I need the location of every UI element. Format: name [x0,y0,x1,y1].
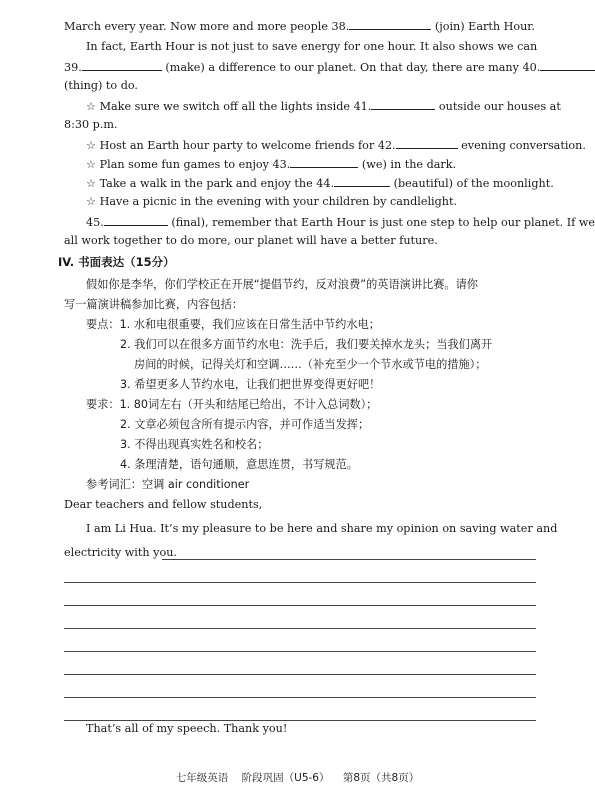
cloze-text: ☆ Take a walk in the park and enjoy the 44. [86,177,335,190]
cloze-line-11 [86,215,595,230]
cloze-text: 39. [64,61,82,74]
footer-page-number: 第8页（共8页） [342,772,420,784]
cloze-text: (final), remember that Earth Hour is just one step to help our planet. If we [167,216,595,229]
footer-stage: 阶段巩固（U5-6） [241,772,330,784]
answer-line[interactable] [64,605,536,606]
answer-blank-41[interactable] [371,99,435,110]
writing-requirement-3: 3. 不得出现真实姓名和校名； [120,438,269,451]
cloze-text: 45. [86,216,104,229]
cloze-text: outside our houses at [435,100,561,113]
cloze-text: ☆ Make sure we switch off all the lights inside 41. [86,100,372,113]
cloze-line-8 [86,157,456,172]
answer-blank-39[interactable] [82,60,162,71]
writing-requirement-4: 4. 条理清楚，语句通顺，意思连贯，书写规范。 [120,458,358,471]
cloze-line-7 [86,138,586,153]
cloze-text: ☆ Have a picnic in the evening with your children by candlelight. [86,195,458,208]
cloze-line-1 [64,19,535,34]
cloze-line-9 [86,176,554,191]
speech-opening-cont: electricity with you. [64,546,177,559]
answer-line[interactable] [64,651,536,652]
page-footer [0,770,595,785]
cloze-text: 8:30 p.m. [64,118,118,131]
answer-blank-38[interactable] [349,19,431,30]
cloze-text: (beautiful) of the moonlight. [390,177,554,190]
answer-line[interactable] [64,628,536,629]
answer-blank-44[interactable] [334,176,390,187]
writing-requirement-2: 2. 文章必须包含所有提示内容，并可作适当发挥； [120,418,370,431]
cloze-line-4 [64,79,138,93]
writing-requirement-1: 要求：1. 80词左右（开头和结尾已给出，不计入总词数）； [86,398,378,411]
answer-line[interactable] [64,697,536,698]
cloze-text: In fact, Earth Hour is not just to save energy for one hour. It also shows we can [86,40,538,53]
answer-blank-45[interactable] [104,215,168,226]
footer-subject: 七年级英语 [175,772,229,784]
writing-point-1: 要点：1. 水和电很重要，我们应该在日常生活中节约水电； [86,318,380,331]
speech-closing: That’s all of my speech. Thank you! [86,722,288,735]
cloze-line-10 [86,195,457,209]
cloze-line-2 [86,40,537,54]
cloze-text: (make) a difference to our planet. On that day, there are many 40. [161,61,541,74]
writing-vocab: 参考词汇：空调 air conditioner [86,478,250,491]
cloze-text: (we) in the dark. [358,158,457,171]
writing-point-2-cont: 房间的时候，记得关灯和空调……（补充至少一个节水或节电的措施）； [134,358,487,371]
cloze-text: (thing) to do. [64,79,138,92]
cloze-line-12 [64,234,438,248]
writing-intro: 假如你是李华，你们学校正在开展“提倡节约，反对浪费”的英语演讲比赛。请你 [86,278,478,291]
cloze-text: March every year. Now more and more people 38. [64,20,350,33]
cloze-line-6 [64,118,118,132]
cloze-text: (join) Earth Hour. [431,20,535,33]
speech-opening: I am Li Hua. It’s my pleasure to be here and share my opinion on saving water and [86,522,558,535]
answer-line[interactable] [64,582,536,583]
answer-line[interactable] [162,559,536,560]
section-heading: IV. 书面表达（15分） [58,255,175,269]
cloze-text: ☆ Host an Earth hour party to welcome friends for 42. [86,139,396,152]
cloze-line-5 [86,99,561,114]
speech-salutation: Dear teachers and fellow students, [64,498,263,511]
answer-blank-40[interactable] [540,60,595,71]
answer-line[interactable] [64,674,536,675]
answer-blank-43[interactable] [290,157,358,168]
writing-point-2: 2. 我们可以在很多方面节约水电：洗手后，我们要关掉水龙头；当我们离开 [120,338,493,351]
cloze-line-3 [64,60,595,75]
answer-blank-42[interactable] [396,138,458,149]
cloze-text: all work together to do more, our planet will have a better future. [64,234,438,247]
writing-point-3: 3. 希望更多人节约水电，让我们把世界变得更好吧！ [120,378,381,391]
writing-intro: 写一篇演讲稿参加比赛，内容包括： [64,298,244,311]
cloze-text: ☆ Plan some fun games to enjoy 43. [86,158,291,171]
cloze-text: evening conversation. [457,139,586,152]
answer-line[interactable] [64,720,536,721]
